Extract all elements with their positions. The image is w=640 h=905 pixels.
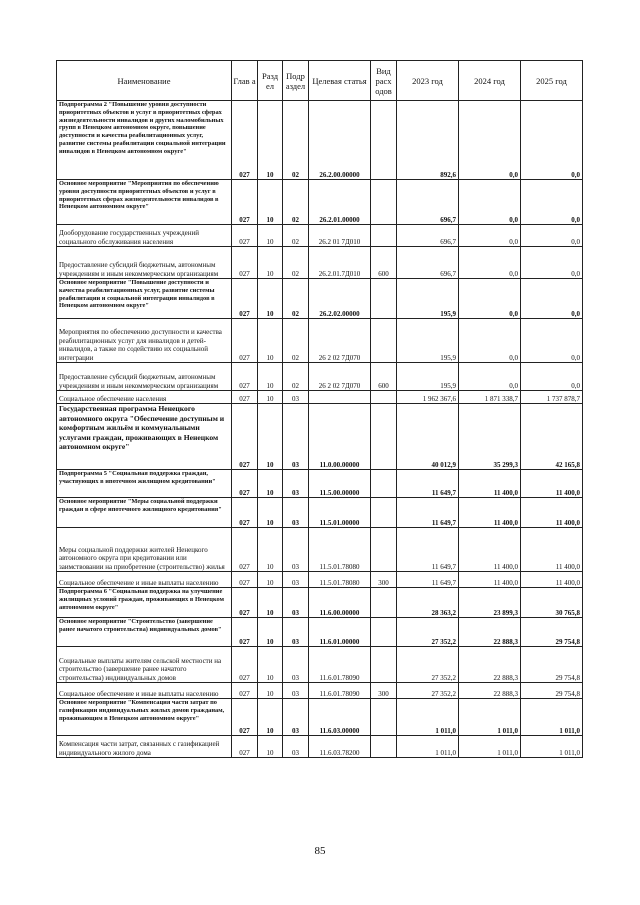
row-value-2025: 42 165,8 <box>521 404 583 470</box>
row-statya: 26.2 01 7Д010 <box>309 225 371 247</box>
row-razdel: 10 <box>258 572 283 588</box>
row-razdel: 10 <box>258 101 283 180</box>
row-value-2023: 28 363,2 <box>397 588 459 618</box>
row-value-2023: 1 011,0 <box>397 736 459 758</box>
table-row <box>57 391 583 404</box>
row-vid <box>371 391 397 404</box>
row-razdel: 10 <box>258 528 283 572</box>
row-podrazdel: 03 <box>283 404 309 470</box>
row-razdel: 10 <box>258 588 283 618</box>
row-razdel: 10 <box>258 736 283 758</box>
row-name: Социальное обеспечение населения <box>57 391 232 404</box>
row-value-2023: 1 962 367,6 <box>397 391 459 404</box>
row-value-2025: 29 754,8 <box>521 618 583 647</box>
row-name: Предоставление субсидий бюджетным, автономным учреждениям и иным некоммерческим организациям <box>57 363 232 391</box>
row-value-2025: 29 754,8 <box>521 683 583 699</box>
header-name: Наименование <box>57 61 232 101</box>
row-razdel: 10 <box>258 363 283 391</box>
row-value-2025: 0,0 <box>521 101 583 180</box>
row-glava: 027 <box>232 528 258 572</box>
row-value-2025: 1 011,0 <box>521 699 583 736</box>
row-value-2024: 22 888,3 <box>459 618 521 647</box>
row-podrazdel: 02 <box>283 319 309 363</box>
header-razdel: Разд ел <box>258 61 283 101</box>
row-glava: 027 <box>232 279 258 319</box>
row-statya: 11.5.01.78080 <box>309 528 371 572</box>
row-glava: 027 <box>232 647 258 683</box>
row-value-2023: 40 012,9 <box>397 404 459 470</box>
table-row <box>57 363 583 391</box>
row-vid <box>371 736 397 758</box>
row-name: Основное мероприятие "Мероприятия по обеспечению уровня доступности приоритетных объектов и услуг в приоритетных сферах жизнедеятельности инвалидов в Ненецком автономном округе" <box>57 180 232 225</box>
row-value-2023: 11 649,7 <box>397 528 459 572</box>
row-vid: 300 <box>371 683 397 699</box>
row-name: Меры социальной поддержки жителей Ненецкого автономного округа при кредитовании или заимствовании на приобретение (строительство) жилья <box>57 528 232 572</box>
row-vid <box>371 470 397 498</box>
row-value-2023: 27 352,2 <box>397 618 459 647</box>
row-podrazdel: 03 <box>283 572 309 588</box>
row-razdel: 10 <box>258 404 283 470</box>
row-glava: 027 <box>232 683 258 699</box>
row-statya: 11.5.01.78080 <box>309 572 371 588</box>
table-row <box>57 699 583 736</box>
row-statya: 11.6.01.78090 <box>309 683 371 699</box>
row-name: Основное мероприятие "Строительство (завершение ранее начатого строительства) индивидуальных домов" <box>57 618 232 647</box>
table-row <box>57 683 583 699</box>
table-header <box>57 61 583 101</box>
row-podrazdel: 03 <box>283 683 309 699</box>
row-value-2024: 11 400,0 <box>459 528 521 572</box>
row-value-2024: 1 011,0 <box>459 736 521 758</box>
row-value-2024: 0,0 <box>459 363 521 391</box>
row-vid: 600 <box>371 247 397 279</box>
row-razdel: 10 <box>258 699 283 736</box>
table-row <box>57 247 583 279</box>
row-value-2025: 11 400,0 <box>521 572 583 588</box>
row-glava: 027 <box>232 498 258 528</box>
row-value-2025: 0,0 <box>521 279 583 319</box>
row-podrazdel: 03 <box>283 588 309 618</box>
row-glava: 027 <box>232 572 258 588</box>
row-statya: 26.2.01.00000 <box>309 180 371 225</box>
row-value-2024: 11 400,0 <box>459 470 521 498</box>
row-podrazdel: 03 <box>283 528 309 572</box>
row-razdel: 10 <box>258 247 283 279</box>
header-glava: Глав а <box>232 61 258 101</box>
row-statya: 26.2.02.00000 <box>309 279 371 319</box>
row-podrazdel: 02 <box>283 363 309 391</box>
row-value-2024: 22 888,3 <box>459 683 521 699</box>
row-statya: 11.6.01.00000 <box>309 618 371 647</box>
row-vid <box>371 528 397 572</box>
row-value-2023: 195,9 <box>397 279 459 319</box>
row-statya: 11.6.00.00000 <box>309 588 371 618</box>
row-value-2025: 0,0 <box>521 363 583 391</box>
row-value-2024: 0,0 <box>459 180 521 225</box>
row-statya: 11.5.00.00000 <box>309 470 371 498</box>
header-2023: 2023 год <box>397 61 459 101</box>
row-podrazdel: 03 <box>283 736 309 758</box>
table-row <box>57 279 583 319</box>
table-row <box>57 470 583 498</box>
row-glava: 027 <box>232 391 258 404</box>
row-name: Социальное обеспечение и иные выплаты населению <box>57 683 232 699</box>
row-glava: 027 <box>232 618 258 647</box>
row-vid <box>371 279 397 319</box>
row-glava: 027 <box>232 247 258 279</box>
row-podrazdel: 02 <box>283 101 309 180</box>
header-statya: Целевая статья <box>309 61 371 101</box>
row-vid: 300 <box>371 572 397 588</box>
row-name: Предоставление субсидий бюджетным, автономным учреждениям и иным некоммерческим организациям <box>57 247 232 279</box>
row-glava: 027 <box>232 699 258 736</box>
row-statya: 26 2 02 7Д070 <box>309 319 371 363</box>
row-glava: 027 <box>232 319 258 363</box>
row-value-2025: 0,0 <box>521 319 583 363</box>
row-value-2024: 1 871 338,7 <box>459 391 521 404</box>
row-value-2025: 11 400,0 <box>521 498 583 528</box>
row-value-2023: 27 352,2 <box>397 647 459 683</box>
row-value-2025: 0,0 <box>521 247 583 279</box>
header-vid: Вид расх одов <box>371 61 397 101</box>
row-podrazdel: 02 <box>283 247 309 279</box>
row-name: Компенсация части затрат, связанных с газификацией индивидуального жилого дома <box>57 736 232 758</box>
row-podrazdel: 03 <box>283 470 309 498</box>
row-value-2025: 0,0 <box>521 225 583 247</box>
row-name: Подпрограмма 2 "Повышение уровня доступности приоритетных объектов и услуг в приоритетных сферах жизнедеятельности инвалидов и других маломобильных групп в Ненецком автономном округе, повышение доступности и качества реабилитационных услуг, развитие системы реабилитации социальной интеграции инвалидов в Ненецком автономном округе" <box>57 101 232 180</box>
row-vid <box>371 404 397 470</box>
row-value-2025: 1 011,0 <box>521 736 583 758</box>
row-name: Основное мероприятие "Компенсация части затрат по газификации индивидуальных жилых домов гражданам, проживающим в Ненецком автономном округе" <box>57 699 232 736</box>
row-glava: 027 <box>232 180 258 225</box>
row-value-2024: 0,0 <box>459 247 521 279</box>
row-name: Мероприятия по обеспечению доступности и качества реабилитационных услуг для инвалидов и детей-инвалидов, а также по содействию их социальной интеграции <box>57 319 232 363</box>
row-glava: 027 <box>232 470 258 498</box>
row-vid <box>371 588 397 618</box>
row-podrazdel: 03 <box>283 391 309 404</box>
row-value-2025: 11 400,0 <box>521 528 583 572</box>
row-name: Основное мероприятие "Повышение доступности и качества реабилитационных услуг, развитие системы реабилитации и социальной интеграции инвалидов в Ненецком автономном округе" <box>57 279 232 319</box>
row-vid <box>371 180 397 225</box>
row-razdel: 10 <box>258 180 283 225</box>
row-vid <box>371 647 397 683</box>
row-value-2023: 892,6 <box>397 101 459 180</box>
row-razdel: 10 <box>258 618 283 647</box>
row-value-2024: 0,0 <box>459 101 521 180</box>
row-statya: 11.6.03.00000 <box>309 699 371 736</box>
row-name: Основное мероприятие "Меры социальной поддержки граждан в сфере ипотечного жилищного кредитования" <box>57 498 232 528</box>
row-value-2023: 11 649,7 <box>397 498 459 528</box>
header-podrazdel: Подр аздел <box>283 61 309 101</box>
table-row <box>57 225 583 247</box>
table-row <box>57 404 583 470</box>
row-value-2025: 29 754,8 <box>521 647 583 683</box>
table-row <box>57 647 583 683</box>
row-statya: 26.2.01.7Д010 <box>309 247 371 279</box>
row-glava: 027 <box>232 588 258 618</box>
row-value-2024: 1 011,0 <box>459 699 521 736</box>
row-name: Подпрограмма 6 "Социальная поддержка на улучшение жилищных условий граждан, проживающих в Ненецком автономном округе" <box>57 588 232 618</box>
row-name: Социальные выплаты жителям сельской местности на строительство (завершение ранее начатого строительства) индивидуальных домов <box>57 647 232 683</box>
row-glava: 027 <box>232 101 258 180</box>
row-glava: 027 <box>232 404 258 470</box>
row-glava: 027 <box>232 225 258 247</box>
row-value-2023: 195,9 <box>397 319 459 363</box>
page-number: 85 <box>314 845 326 857</box>
row-value-2023: 11 649,7 <box>397 572 459 588</box>
row-razdel: 10 <box>258 498 283 528</box>
row-razdel: 10 <box>258 225 283 247</box>
row-razdel: 10 <box>258 319 283 363</box>
row-value-2025: 11 400,0 <box>521 470 583 498</box>
table-row <box>57 572 583 588</box>
row-statya: 26.2.00.00000 <box>309 101 371 180</box>
row-value-2024: 35 299,3 <box>459 404 521 470</box>
row-value-2024: 11 400,0 <box>459 572 521 588</box>
row-value-2023: 696,7 <box>397 225 459 247</box>
row-value-2023: 11 649,7 <box>397 470 459 498</box>
row-razdel: 10 <box>258 683 283 699</box>
row-vid <box>371 498 397 528</box>
row-vid <box>371 101 397 180</box>
row-podrazdel: 02 <box>283 279 309 319</box>
table-row <box>57 101 583 180</box>
row-vid <box>371 618 397 647</box>
row-value-2024: 0,0 <box>459 225 521 247</box>
row-glava: 027 <box>232 363 258 391</box>
table-row <box>57 528 583 572</box>
row-value-2023: 696,7 <box>397 180 459 225</box>
row-name: Подпрограмма 5 "Социальная поддержка граждан, участвующих в ипотечном жилищном кредитовании" <box>57 470 232 498</box>
row-razdel: 10 <box>258 279 283 319</box>
row-podrazdel: 03 <box>283 498 309 528</box>
row-value-2024: 22 888,3 <box>459 647 521 683</box>
header-2024: 2024 год <box>459 61 521 101</box>
table-row <box>57 319 583 363</box>
row-value-2023: 1 011,0 <box>397 699 459 736</box>
row-vid <box>371 319 397 363</box>
row-value-2023: 696,7 <box>397 247 459 279</box>
row-statya: 26 2 02 7Д070 <box>309 363 371 391</box>
table-body <box>57 101 583 758</box>
row-razdel: 10 <box>258 391 283 404</box>
row-podrazdel: 03 <box>283 699 309 736</box>
row-value-2023: 27 352,2 <box>397 683 459 699</box>
table-row <box>57 618 583 647</box>
header-2025: 2025 год <box>521 61 583 101</box>
row-value-2024: 11 400,0 <box>459 498 521 528</box>
row-value-2025: 1 737 878,7 <box>521 391 583 404</box>
row-value-2024: 0,0 <box>459 279 521 319</box>
row-vid <box>371 699 397 736</box>
row-statya: 11.0.00.00000 <box>309 404 371 470</box>
row-vid: 600 <box>371 363 397 391</box>
row-value-2023: 195,9 <box>397 363 459 391</box>
row-name: Социальное обеспечение и иные выплаты населению <box>57 572 232 588</box>
row-value-2024: 0,0 <box>459 319 521 363</box>
row-podrazdel: 03 <box>283 618 309 647</box>
row-statya: 11.5.01.00000 <box>309 498 371 528</box>
row-podrazdel: 03 <box>283 647 309 683</box>
row-name: Государственная программа Ненецкого автономного округа "Обеспечение доступным и комфортным жильём и коммунальными услугами граждан, проживающих в Ненецком автономном округе" <box>57 404 232 470</box>
row-podrazdel: 02 <box>283 180 309 225</box>
table-row <box>57 180 583 225</box>
row-razdel: 10 <box>258 470 283 498</box>
row-statya: 11.6.01.78090 <box>309 647 371 683</box>
table-row <box>57 498 583 528</box>
table-row <box>57 736 583 758</box>
row-podrazdel: 02 <box>283 225 309 247</box>
row-vid <box>371 225 397 247</box>
row-glava: 027 <box>232 736 258 758</box>
table-row <box>57 588 583 618</box>
row-statya <box>309 391 371 404</box>
budget-table <box>56 60 583 758</box>
row-value-2024: 23 899,3 <box>459 588 521 618</box>
row-name: Дооборудование государственных учреждений социального обслуживания населения <box>57 225 232 247</box>
row-razdel: 10 <box>258 647 283 683</box>
row-value-2025: 0,0 <box>521 180 583 225</box>
row-statya: 11.6.03.78200 <box>309 736 371 758</box>
row-value-2025: 30 765,8 <box>521 588 583 618</box>
